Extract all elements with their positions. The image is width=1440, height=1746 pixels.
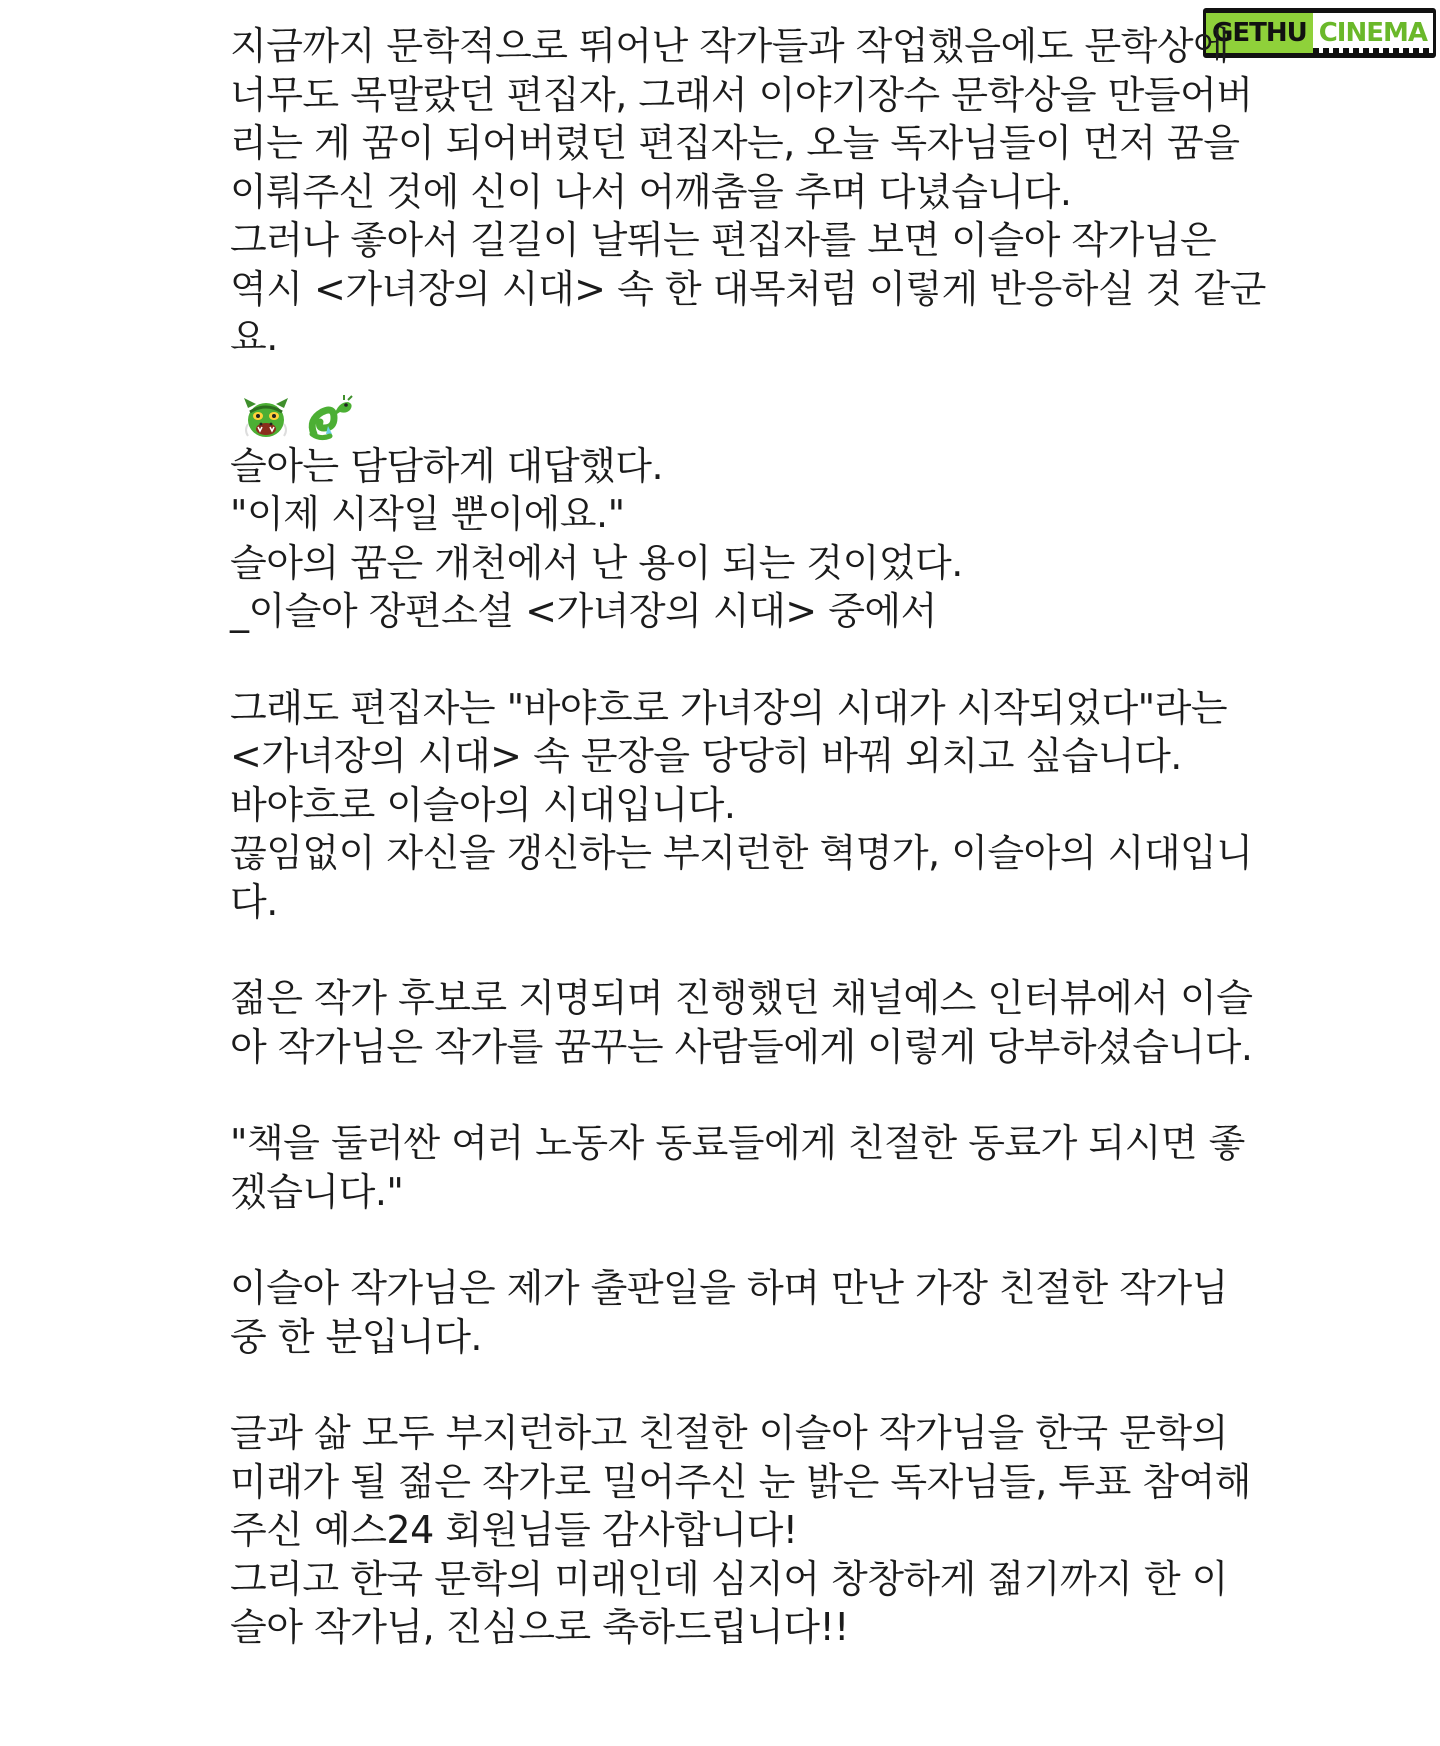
- text-line: _이슬아 장편소설 <가녀장의 시대> 중에서: [230, 589, 937, 633]
- dragon-icon: [304, 394, 356, 442]
- text-line: 아 작가님은 작가를 꿈꾸는 사람들에게 이렇게 당부하셨습니다.: [230, 1024, 1253, 1069]
- paragraph-5: [230, 1119, 1270, 1216]
- text-line: 젊은 작가 후보로 지명되며 진행했던 채널예스 인터뷰에서 이슬: [230, 976, 1253, 1020]
- watermark-left-text: GETHU: [1206, 13, 1313, 53]
- text-line: 요.: [230, 315, 278, 359]
- text-line: 지금까지 문학적으로 뛰어난 작가들과 작업했음에도 문학상에: [230, 24, 1230, 68]
- text-line: 미래가 될 젊은 작가로 밀어주신 눈 밝은 독자님들, 투표 참여해: [230, 1459, 1251, 1504]
- text-line: 겠습니다.": [230, 1169, 404, 1214]
- text-line: 다.: [230, 879, 278, 924]
- text-line: 그러나 좋아서 길길이 날뛰는 편집자를 보면 이슬아 작가님은: [230, 218, 1217, 262]
- paragraph-3: [230, 684, 1270, 927]
- text-line: 중 한 분입니다.: [230, 1314, 482, 1359]
- text-line: <가녀장의 시대> 속 문장을 당당히 바꿔 외치고 싶습니다.: [230, 734, 1182, 778]
- text-line: 슬아는 담담하게 대답했다.: [230, 443, 664, 488]
- dragon-face-icon: [242, 394, 290, 442]
- paragraph-1: [230, 22, 1270, 362]
- paragraph-4: [230, 974, 1270, 1071]
- paragraph-6: [230, 1264, 1270, 1361]
- watermark-right-text: [1313, 13, 1433, 53]
- text-line: "책을 둘러싼 여러 노동자 동료들에게 친절한 동료가 되시면 좋: [230, 1121, 1245, 1165]
- text-line: 슬아 작가님, 진심으로 축하드립니다!!: [230, 1605, 849, 1649]
- document-body: [230, 22, 1270, 1652]
- film-strip-icon: [1313, 48, 1433, 53]
- emoji-row: [230, 384, 1270, 442]
- text-line: 바야흐로 이슬아의 시대입니다.: [230, 782, 736, 827]
- paragraph-7: [230, 1409, 1270, 1652]
- text-line: 이뤄주신 것에 신이 나서 어깨춤을 추며 다녔습니다.: [230, 169, 1072, 214]
- watermark-right-label: CINEMA: [1318, 18, 1427, 48]
- text-line: 끊임없이 자신을 갱신하는 부지런한 혁명가, 이슬아의 시대입니: [230, 831, 1253, 875]
- paragraph-2: [230, 442, 1270, 636]
- text-line: 역시 <가녀장의 시대> 속 한 대목처럼 이렇게 반응하실 것 같군: [230, 266, 1266, 311]
- text-line: 이슬아 작가님은 제가 출판일을 하며 만난 가장 친절한 작가님: [230, 1266, 1228, 1310]
- text-line: "이제 시작일 뿐이에요.": [230, 492, 625, 536]
- text-line: 리는 게 꿈이 되어버렸던 편집자는, 오늘 독자님들이 먼저 꿈을: [230, 121, 1240, 165]
- text-line: 그리고 한국 문학의 미래인데 심지어 창창하게 젊기까지 한 이: [230, 1556, 1228, 1601]
- text-line: 글과 삶 모두 부지런하고 친절한 이슬아 작가님을 한국 문학의: [230, 1411, 1228, 1455]
- text-line: 주신 예스24 회원님들 감사합니다!: [230, 1508, 798, 1552]
- text-line: 너무도 목말랐던 편집자, 그래서 이야기장수 문학상을 만들어버: [230, 72, 1253, 117]
- text-line: 그래도 편집자는 "바야흐로 가녀장의 시대가 시작되었다"라는: [230, 685, 1228, 730]
- text-line: 슬아의 꿈은 개천에서 난 용이 되는 것이었다.: [230, 540, 963, 585]
